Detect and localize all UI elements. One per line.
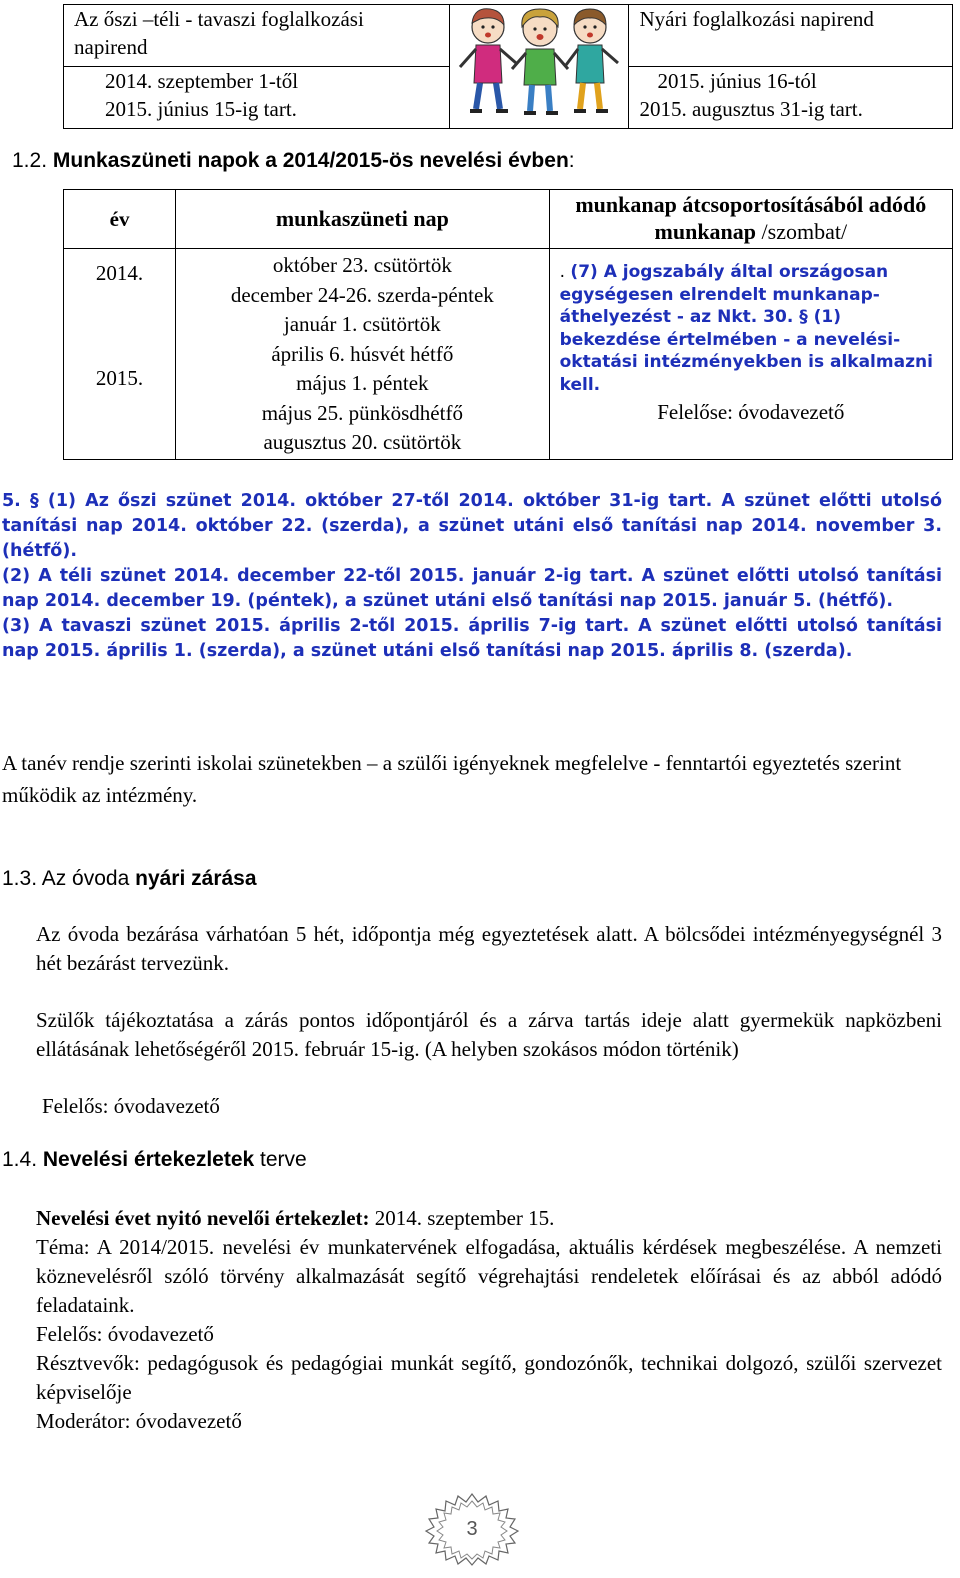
winter-break: (2) A téli szünet 2014. december 22-től 2015. január 2-ig tart. A szünet előtti utolsó tanítási nap 2014. december 19. (péntek), a szünet utáni első tanítási nap 2015. január 5. (hétfő).	[2, 566, 942, 611]
summer-from: 2015. június 16-tól	[657, 69, 817, 93]
autumn-schedule-title: Az őszi –téli - tavaszi foglalkozási napirend	[64, 5, 450, 67]
child-left-figure	[460, 9, 516, 111]
school-break-text: A tanév rendje szerinti iskolai szünetekben – a szülői igényeknek megfelelve - fenntartói egyeztetés szerint működik az intézmény.	[2, 751, 902, 807]
child-right-figure	[566, 9, 618, 111]
year-2015: 2015.	[95, 366, 144, 390]
autumn-break: 5. § (1) Az őszi szünet 2014. október 27-től 2014. október 31-ig tart. A szünet előtti utolsó tanítási nap 2014. október 22. (szerda), a szünet utáni első tanítási nap 2014. november 3. (hétfő).	[2, 491, 942, 561]
holiday-item: május 1. péntek	[296, 371, 429, 395]
section-1-3-heading: 1.3. Az óvoda nyári zárása	[2, 867, 257, 890]
schedule-table	[63, 4, 953, 129]
breaks-block	[2, 489, 942, 664]
workday-responsible: Felelőse: óvodavezető	[657, 400, 845, 424]
workday-note: . (7) A jogszabály által országosan egységesen elrendelt munkanap-áthelyezést - az Nkt. 30. § (1) bekezdése értelmében - a nevelési-oktatási intézményekben is alkalmazni kell.	[559, 262, 933, 395]
holiday-item: január 1. csütörtök	[283, 312, 441, 336]
autumn-from: 2014. szeptember 1-től	[105, 69, 299, 93]
meeting-block	[36, 1204, 942, 1436]
closure-paragraph: Az óvoda bezárása várhatóan 5 hét, időpontja még egyeztetések alatt. A bölcsődei intézményegységnél 3 hét bezárást tervezünk.	[36, 922, 942, 975]
summer-to: 2015. augusztus 31-ig tart.	[639, 97, 863, 121]
summer-schedule-title: Nyári foglalkozási napirend	[629, 5, 953, 67]
autumn-schedule-dates	[64, 67, 450, 129]
holiday-item: április 6. húsvét hétfő	[271, 341, 454, 366]
spring-break: (3) A tavaszi szünet 2015. április 2-től 2015. április 7-ig tart. A szünet előtti utolsó tanítási nap 2015. április 1. (szerda), a szünet utáni első tanítási nap 2015. április 8. (szerda).	[2, 616, 942, 661]
child-middle-figure	[512, 9, 568, 113]
summer-schedule-dates	[629, 67, 953, 129]
holiday-item: augusztus 20. csütörtök	[263, 430, 462, 454]
holiday-item: december 24-26. szerda-péntek	[230, 282, 494, 307]
year-column	[64, 249, 176, 460]
section-1-2-heading: 1.2. Munkaszüneti napok a 2014/2015-ös nevelési évben:	[12, 149, 575, 172]
meeting-title: Nevelési évet nyitó nevelői értekezlet: 2014. szeptember 15.	[36, 1206, 555, 1230]
meeting-responsible: Felelős: óvodavezető	[36, 1322, 214, 1346]
header-year: év	[64, 190, 176, 249]
page-number: 3	[466, 1518, 478, 1540]
closure-responsible: Felelős: óvodavezető	[42, 1094, 220, 1118]
children-illustration	[450, 5, 628, 121]
section-1-4-heading: 1.4. Nevelési értekezletek terve	[2, 1148, 307, 1171]
holiday-item: október 23. csütörtök	[272, 253, 452, 277]
holiday-table	[63, 189, 953, 460]
children-illustration-cell	[450, 5, 629, 129]
autumn-to: 2015. június 15-ig tart.	[105, 97, 297, 121]
header-day: munkaszüneti nap	[176, 190, 550, 249]
meeting-participants: Résztvevők: pedagógusok és pedagógiai munkát segítő, gondozónők, technikai dolgozó, szülői szervezet képviselője	[36, 1351, 942, 1404]
workday-note-cell	[549, 249, 952, 460]
page-number-badge	[420, 1492, 524, 1566]
year-2014: 2014.	[95, 261, 144, 285]
meeting-moderator: Moderátor: óvodavezető	[36, 1409, 242, 1433]
holiday-item: május 25. pünkösdhétfő	[261, 400, 463, 425]
meeting-topic: Téma: A 2014/2015. nevelési év munkatervének elfogadása, aktuális kérdések megbeszélése. A nemzeti köznevelésről szóló törvény alkalmazását segítő végrehajtási rendeletek előírásai és az abból adódó feladataink.	[36, 1235, 942, 1317]
header-work: munkanap átcsoportosításából adódó munkanap /szombat/	[549, 190, 952, 249]
parent-info-paragraph: Szülők tájékoztatása a zárás pontos időpontjáról és a zárva tartás ideje alatt gyermekük napközbeni ellátásának lehetőségéről 2015. február 15-ig. (A helyben szokásos módon történik)	[36, 1008, 942, 1061]
holiday-list	[176, 249, 550, 460]
